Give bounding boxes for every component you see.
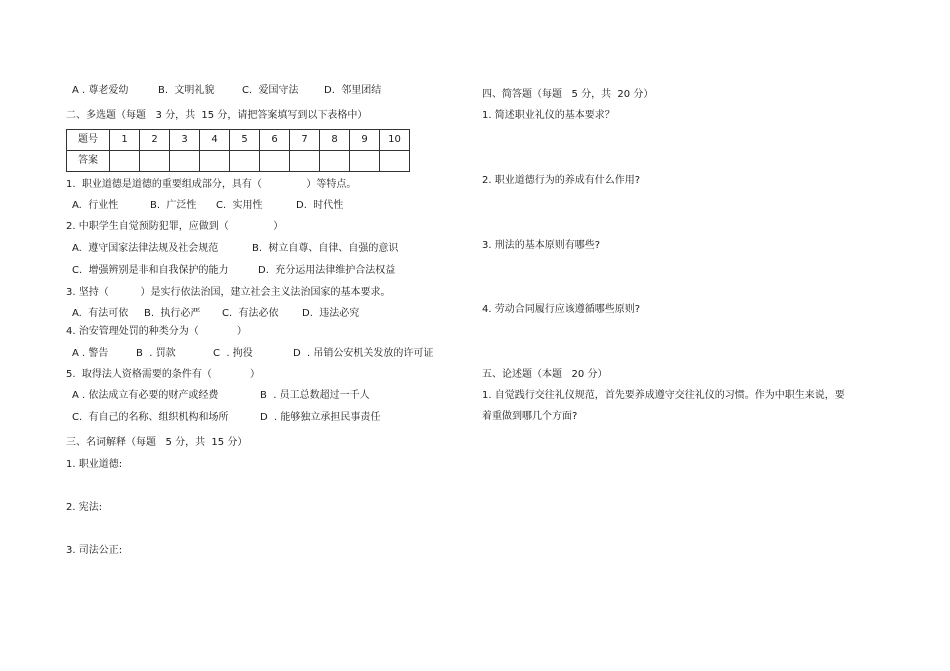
answer-cell[interactable] [200,151,230,172]
answer-table [66,129,410,172]
answer-cell[interactable] [170,151,200,172]
section5-title: 五、论述题（本题 20 分） [482,369,608,380]
mq4-option-c: C . 拘役 [213,348,253,359]
q1-option-c: C. 爱国守法 [242,85,299,96]
answer-cell[interactable] [140,151,170,172]
short-question-4: 4. 劳动合同履行应该遵循哪些原则? [482,304,641,315]
table-cell: 2 [140,130,170,151]
answer-cell[interactable] [380,151,410,172]
answer-cell[interactable] [290,151,320,172]
essay-question-line1: 1. 自觉践行交往礼仪规范，首先要养成遵守交往礼仪的习惯。作为中职生来说，要 [482,390,845,401]
answer-cell[interactable] [110,151,140,172]
term-2: 2. 宪法: [66,502,103,513]
short-question-2: 2. 职业道德行为的养成有什么作用? [482,175,641,186]
mq4-option-b: B . 罚款 [136,348,176,359]
table-cell: 9 [350,130,380,151]
mq3-option-d: D. 违法必究 [302,308,360,319]
mq5-option-c: C. 有自己的名称、组织机构和场所 [72,412,229,423]
answer-cell[interactable] [260,151,290,172]
table-header-number: 题号 [67,130,110,151]
mq5-option-d: D . 能够独立承担民事责任 [260,412,381,423]
mq3-option-b: B. 执行必严 [144,308,201,319]
table-cell: 10 [380,130,410,151]
mq2-option-b: B. 树立自尊、自律、自强的意识 [252,243,399,254]
table-header-answer: 答案 [67,151,110,172]
mq2-option-c: C. 增强辨别是非和自我保护的能力 [72,265,229,276]
mq3-option-a: A. 有法可依 [72,308,129,319]
mq4-option-a: A . 警告 [72,348,109,359]
term-1: 1. 职业道德: [66,459,123,470]
mq1-option-c: C. 实用性 [216,200,263,211]
table-row-numbers [67,130,410,151]
mq1-option-b: B. 广泛性 [150,200,197,211]
mq1-option-d: D. 时代性 [296,200,344,211]
table-cell: 8 [320,130,350,151]
mq2-option-d: D. 充分运用法律维护合法权益 [258,265,396,276]
short-question-1: 1. 简述职业礼仪的基本要求？ [482,110,615,121]
table-cell: 7 [290,130,320,151]
answer-cell[interactable] [230,151,260,172]
answer-cell[interactable] [320,151,350,172]
mq4-option-d: D . 吊销公安机关发放的许可证 [293,348,434,359]
term-3: 3. 司法公正: [66,545,123,556]
section2-title: 二、多选题（每题 3 分，共 15 分，请把答案填写到以下表格中） [66,110,368,121]
essay-question-line2: 着重做到哪几个方面? [482,411,578,422]
answer-cell[interactable] [350,151,380,172]
q1-option-d: D. 邻里团结 [324,85,382,96]
section4-title: 四、简答题（每题 5 分，共 20 分） [482,89,654,100]
q1-option-b: B. 文明礼貌 [158,85,215,96]
table-row-answers [67,151,410,172]
mq4-stem: 4. 治安管理处罚的种类分为（ ） [66,326,247,337]
mq3-stem: 3. 坚持（ ）是实行依法治国，建立社会主义法治国家的基本要求。 [66,287,391,298]
q1-option-a: A . 尊老爱幼 [72,85,129,96]
mq2-stem: 2. 中职学生自觉预防犯罪，应做到（ ） [66,221,284,232]
mq1-option-a: A. 行业性 [72,200,119,211]
table-cell: 3 [170,130,200,151]
section3-title: 三、名词解释（每题 5 分，共 15 分） [66,437,248,448]
table-cell: 1 [110,130,140,151]
table-cell: 4 [200,130,230,151]
short-question-3: 3. 刑法的基本原则有哪些? [482,240,601,251]
table-cell: 5 [230,130,260,151]
mq2-option-a: A. 遵守国家法律法规及社会规范 [72,243,219,254]
mq3-option-c: C. 有法必依 [222,308,279,319]
table-cell: 6 [260,130,290,151]
mq5-option-a: A . 依法成立有必要的财产或经费 [72,390,219,401]
mq1-stem: 1. 职业道德是道德的重要组成部分，具有（ ）等特点。 [66,179,357,190]
mq5-option-b: B . 员工总数超过一千人 [260,390,370,401]
mq5-stem: 5. 取得法人资格需要的条件有（ ） [66,369,261,380]
